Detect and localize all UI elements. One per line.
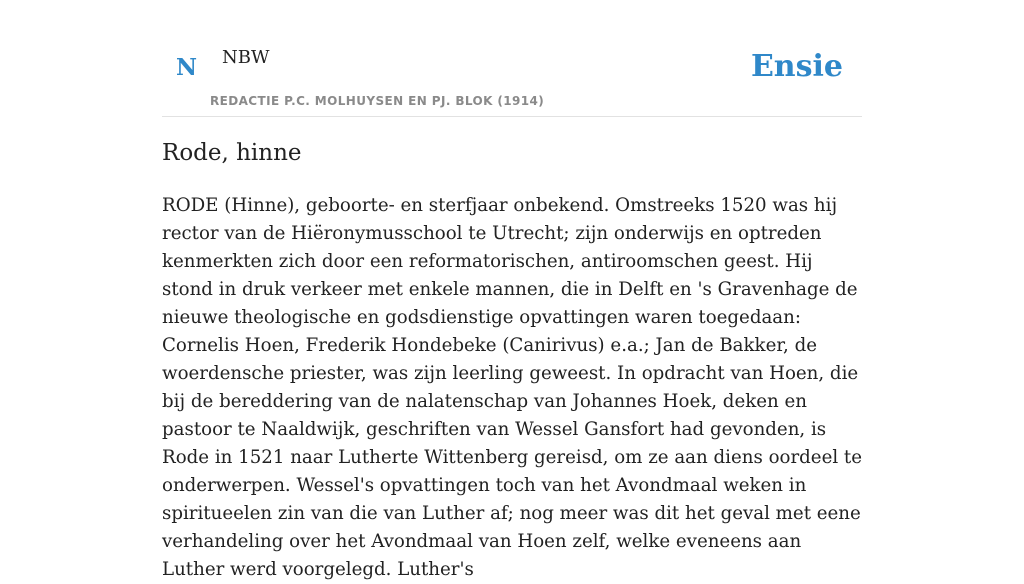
source-subtitle: REDACTIE P.C. MOLHUYSEN EN PJ. BLOK (1914) — [210, 94, 545, 108]
source-title[interactable]: NBW — [222, 47, 270, 68]
article-title: Rode, hinne — [162, 140, 302, 166]
ensie-logo-link[interactable]: Ensie — [750, 49, 843, 84]
source-header — [162, 0, 862, 117]
source-logo-link[interactable]: N — [176, 54, 198, 81]
article-body: RODE (Hinne), geboorte- en sterfjaar onbekend. Omstreeks 1520 was hij rector van de Hiëronymusschool te Utrecht; zijn onderwijs en optreden kenmerkten zich door een reformatorischen, antiroomschen geest. Hij stond in druk verkeer met enkele mannen, die in Delft en 's Gravenhage de nieuwe theologische en godsdienstige opvattingen waren toegedaan: Cornelis Hoen, Frederik Hondebeke (Canirivus) e.a.; Jan de Bakker, de woerdensche priester, was zijn leerling geweest. In opdracht van Hoen, die bij de bereddering van de nalatenschap van Johannes Hoek, deken en pastoor te Naaldwijk, geschriften van Wessel Gansfort had gevonden, is Rode in 1521 naar Lutherte Wittenberg gereisd, om ze aan diens oordeel te onderwerpen. Wessel's opvattingen toch van het Avondmaal weken in spiritueelen zin van die van Luther af; nog meer was dit het geval met eene verhandeling over het Avondmaal van Hoen zelf, welke eveneens aan Luther werd voorgelegd. Luther's — [162, 195, 863, 580]
